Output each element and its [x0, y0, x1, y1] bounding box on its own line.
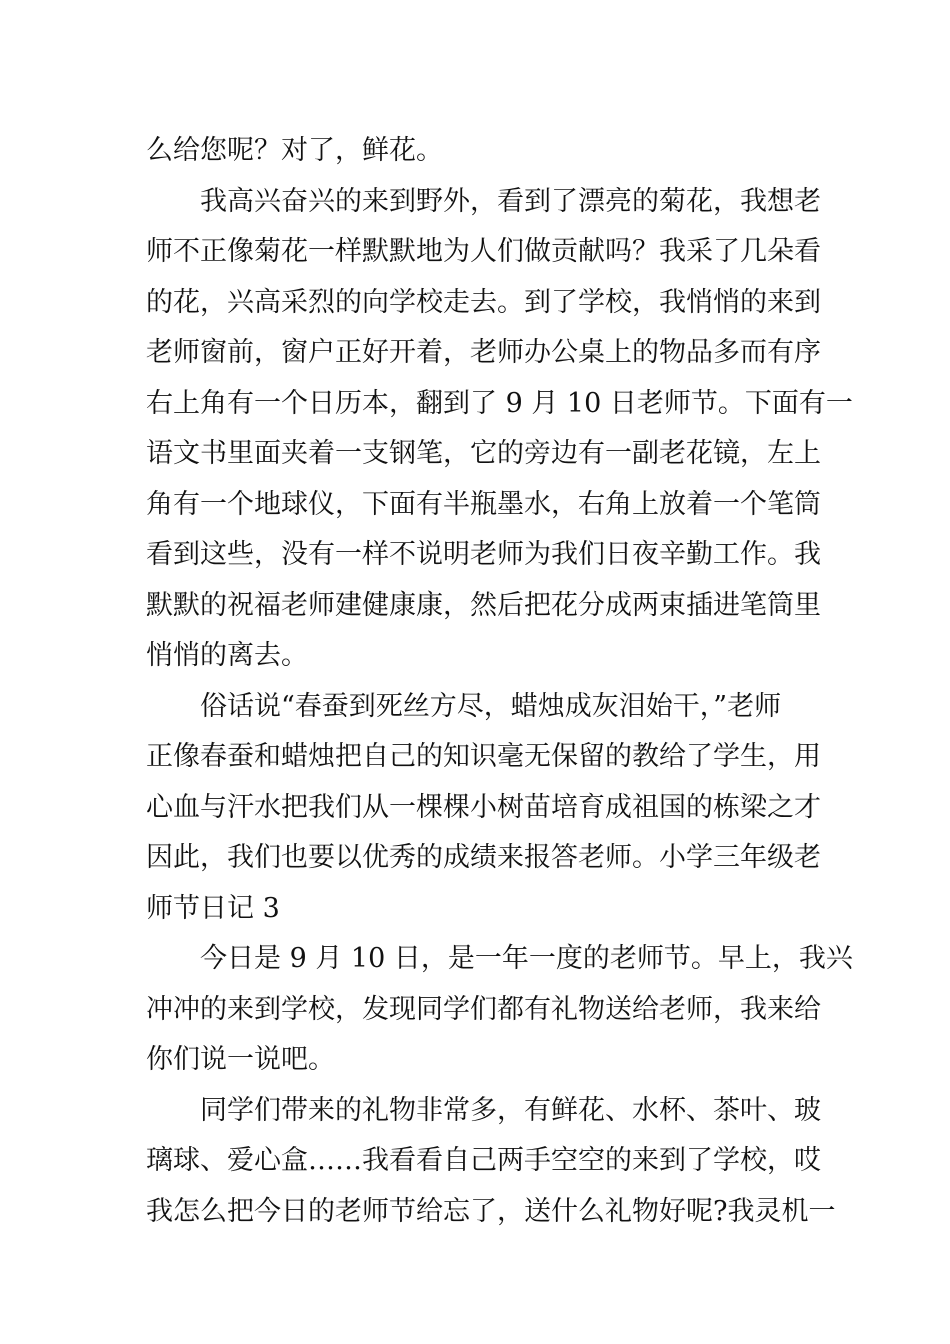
text-line: 悄悄的离去。: [146, 640, 308, 671]
text-line: 我怎么把今日的老师节给忘了，送什么礼物好呢?我灵机一: [146, 1195, 836, 1227]
text-line: 语文书里面夹着一支钢笔，它的旁边有一副老花镜，左上: [146, 438, 821, 469]
text-line: 因此，我们也要以优秀的成绩来报答老师。小学三年级老: [146, 842, 821, 873]
text-line: 璃球、爱心盒……我看看自己两手空空的来到了学校，哎: [146, 1145, 821, 1176]
text-line: 默默的祝福老师建健康康，然后把花分成两束插进笔筒里: [146, 589, 821, 621]
text-line: 冲冲的来到学校，发现同学们都有礼物送给老师，我来给: [146, 993, 821, 1025]
text-line: 师不正像菊花一样默默地为人们做贡献吗？我采了几朵看: [146, 236, 821, 267]
text-line: 今日是 9 月 10 日，是一年一度的老师节。早上，我兴: [200, 943, 853, 974]
body-text: [146, 126, 853, 1237]
text-line: 俗话说“春蚕到死丝方尽，蜡烛成灰泪始干，”老师: [200, 690, 782, 722]
text-line: 么给您呢？对了，鲜花。: [146, 135, 443, 166]
text-line: 同学们带来的礼物非常多，有鲜花、水杯、茶叶、玻: [200, 1094, 821, 1126]
text-line: 正像春蚕和蜡烛把自己的知识毫无保留的教给了学生，用: [146, 741, 821, 772]
text-line: 师节日记 3: [146, 892, 280, 924]
text-line: 右上角有一个日历本，翻到了 9 月 10 日老师节。下面有一: [146, 387, 853, 419]
text-line: 心血与汗水把我们从一棵棵小树苗培育成祖国的栋梁之才: [146, 791, 821, 823]
text-line: 角有一个地球仪，下面有半瓶墨水，右角上放着一个笔筒: [146, 488, 821, 520]
text-line: 看到这些，没有一样不说明老师为我们日夜辛勤工作。我: [146, 539, 821, 570]
text-line: 老师窗前，窗户正好开着，老师办公桌上的物品多而有序: [146, 337, 821, 368]
text-line: 你们说一说吧。: [146, 1044, 335, 1075]
text-line: 的花，兴高采烈的向学校走去。到了学校，我悄悄的来到: [146, 286, 821, 318]
text-line: 我高兴奋兴的来到野外，看到了漂亮的菊花，我想老: [200, 185, 821, 217]
